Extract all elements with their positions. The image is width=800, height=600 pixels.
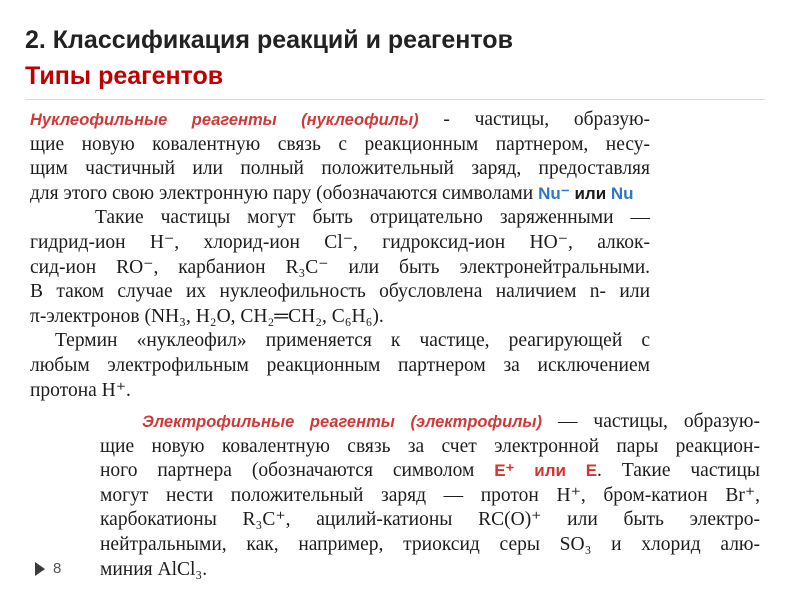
electrophiles-line-1: Электрофильные реагенты (электрофилы) — частицы, образую- (142, 411, 760, 432)
slide-title: 2. Классификация реакций и реагентов (25, 26, 513, 54)
nucleophiles-p2-line-5: π-электронов (NH₃, H₂O, CH₂═CH₂, C₆H₆). (30, 305, 384, 327)
nucleophiles-p3-line-2: любым электрофильным реакционным партнером за исключением (30, 354, 650, 376)
electrophiles-line-4: могут нести положительный заряд — протон H⁺, бром-катион Br⁺, (100, 484, 760, 506)
nucleophiles-line-1: Нуклеофильные реагенты (нуклеофилы) - частицы, образую- (30, 109, 650, 130)
play-icon (35, 562, 45, 576)
nucleophiles-p2-line-2: гидрид-ион H⁻, хлорид-ион Cl⁻, гидроксид-ион HO⁻, алкок- (30, 231, 650, 253)
e-symbol: E⁺ или E (494, 461, 598, 481)
electrophiles-line-7: миния AlCl₃. (100, 558, 208, 580)
electrophiles-line-3: ного партнера (обозначаются символом E⁺ или E. Такие частицы (100, 460, 760, 482)
nucleophiles-section (30, 108, 650, 403)
nucleophiles-p3-line-3: протона H⁺. (30, 379, 131, 401)
nucleophiles-p2-line-4: В таком случае их нуклеофильность обусловлена наличием n- или (30, 281, 650, 303)
electrophiles-heading: Электрофильные реагенты (электрофилы) (142, 413, 543, 431)
nu-symbol-or: или (569, 183, 611, 203)
electrophiles-line-6: нейтральными, как, например, триоксид серы SO₃ и хлорид алю- (100, 533, 760, 555)
nucleophiles-p2-line-1: Такие частицы могут быть отрицательно заряженными — (95, 207, 650, 229)
electrophiles-section (100, 410, 760, 582)
nu-symbol-anion: Nu⁻ (538, 183, 570, 203)
nucleophiles-heading: Нуклеофильные реагенты (нуклеофилы) (30, 111, 419, 129)
page-marker (35, 560, 61, 577)
electrophiles-line-5: карбокатионы R₃C⁺, ацилий-катионы RC(O)⁺ или быть электро- (100, 509, 760, 531)
nucleophiles-p2-line-3: сид-ион RO⁻, карбанион R₃C⁻ или быть электронейтральными. (30, 256, 650, 278)
nu-symbol-neutral: Nu (610, 183, 634, 203)
nucleophiles-line-4: для этого свою электронную пару (обозначаются символами Nu⁻ или Nu (30, 182, 634, 204)
nucleophiles-p3-line-1: Термин «нуклеофил» применяется к частице, реагирующей с (55, 330, 650, 352)
title-divider (25, 99, 765, 100)
page-number: 8 (53, 560, 62, 577)
slide-subtitle: Типы реагентов (25, 62, 224, 90)
nucleophiles-line-2: щие новую ковалентную связь с реакционным партнером, несу- (30, 133, 650, 155)
electrophiles-line-2: щие новую ковалентную связь за счет электронной пары реакцион- (100, 435, 760, 457)
nucleophiles-line-3: щим частичный или полный положительный заряд, предоставляя (30, 158, 650, 180)
